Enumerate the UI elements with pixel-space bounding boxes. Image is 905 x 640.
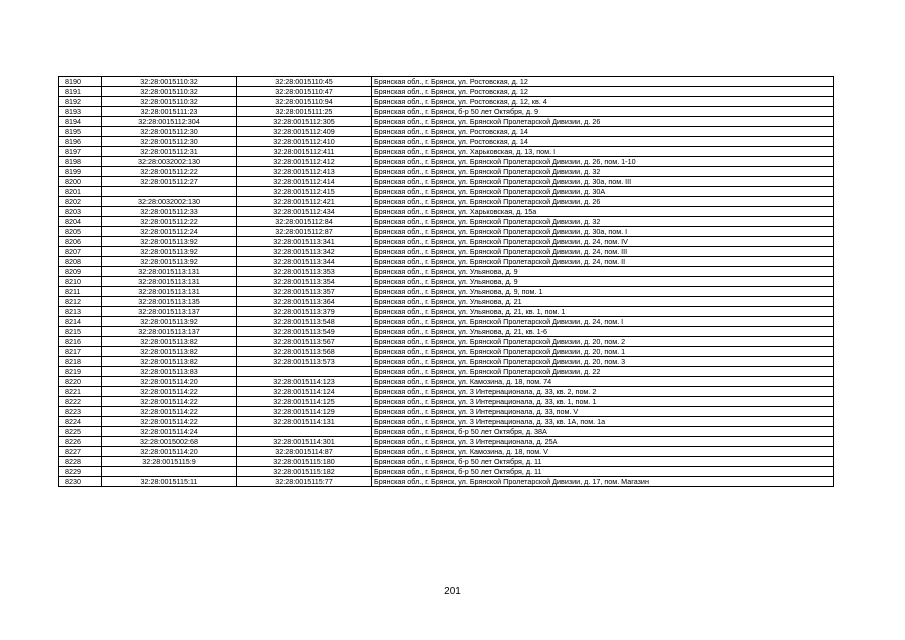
new-cadastral-number-cell: 32:28:0015112:305 [237, 117, 372, 127]
new-cadastral-number-cell: 32:28:0015115:180 [237, 457, 372, 467]
table-row [59, 117, 834, 127]
new-cadastral-number-cell: 32:28:0015113:549 [237, 327, 372, 337]
new-cadastral-number-cell: 32:28:0015113:341 [237, 237, 372, 247]
table-row [59, 337, 834, 347]
row-number-cell: 8206 [59, 237, 102, 247]
row-number-cell: 8203 [59, 207, 102, 217]
address-cell: Брянская обл., г. Брянск, ул. Брянской Пролетарской Дивизии, д. 24, пом. I [372, 317, 834, 327]
old-cadastral-number-cell: 32:28:0015110:32 [102, 77, 237, 87]
new-cadastral-number-cell: 32:28:0015114:125 [237, 397, 372, 407]
table-row [59, 367, 834, 377]
table-row [59, 267, 834, 277]
table-row [59, 77, 834, 87]
row-number-cell: 8217 [59, 347, 102, 357]
row-number-cell: 8229 [59, 467, 102, 477]
old-cadastral-number-cell: 32:28:0015113:137 [102, 327, 237, 337]
address-cell: Брянская обл., г. Брянск, ул. Ростовская, д. 14 [372, 127, 834, 137]
table-row [59, 87, 834, 97]
address-cell: Брянская обл., г. Брянск, ул. 3 Интернационала, д. 33, пом. V [372, 407, 834, 417]
row-number-cell: 8193 [59, 107, 102, 117]
row-number-cell: 8196 [59, 137, 102, 147]
new-cadastral-number-cell: 32:28:0015110:94 [237, 97, 372, 107]
table-row [59, 137, 834, 147]
address-cell: Брянская обл., г. Брянск, ул. Ульянова, д. 21, кв. 1, пом. 1 [372, 307, 834, 317]
new-cadastral-number-cell: 32:28:0015114:129 [237, 407, 372, 417]
new-cadastral-number-cell: 32:28:0015114:131 [237, 417, 372, 427]
old-cadastral-number-cell: 32:28:0015114:22 [102, 407, 237, 417]
old-cadastral-number-cell: 32:28:0015113:92 [102, 247, 237, 257]
address-cell: Брянская обл., г. Брянск, ул. 3 Интернационала, д. 33, кв. 1, пом. 1 [372, 397, 834, 407]
address-cell: Брянская обл., г. Брянск, ул. Брянской Пролетарской Дивизии, д. 30А [372, 187, 834, 197]
new-cadastral-number-cell: 32:28:0015114:123 [237, 377, 372, 387]
table-row [59, 147, 834, 157]
address-cell: Брянская обл., г. Брянск, ул. Брянской Пролетарской Дивизии, д. 20, пом. 2 [372, 337, 834, 347]
row-number-cell: 8208 [59, 257, 102, 267]
address-cell: Брянская обл., г. Брянск, ул. Брянской Пролетарской Дивизии, д. 26 [372, 117, 834, 127]
row-number-cell: 8221 [59, 387, 102, 397]
address-cell: Брянская обл., г. Брянск, ул. Брянской Пролетарской Дивизии, д. 22 [372, 367, 834, 377]
table-row [59, 257, 834, 267]
address-cell: Брянская обл., г. Брянск, ул. Брянской Пролетарской Дивизии, д. 20, пом. 1 [372, 347, 834, 357]
row-number-cell: 8213 [59, 307, 102, 317]
old-cadastral-number-cell: 32:28:0015114:22 [102, 417, 237, 427]
row-number-cell: 8212 [59, 297, 102, 307]
address-cell: Брянская обл., г. Брянск, б-р 50 лет Октября, д. 11 [372, 457, 834, 467]
new-cadastral-number-cell: 32:28:0015111:25 [237, 107, 372, 117]
address-cell: Брянская обл., г. Брянск, ул. Харьковская, д. 13, пом. I [372, 147, 834, 157]
old-cadastral-number-cell: 32:28:0015113:135 [102, 297, 237, 307]
new-cadastral-number-cell: 32:28:0015112:410 [237, 137, 372, 147]
new-cadastral-number-cell: 32:28:0015112:87 [237, 227, 372, 237]
address-cell: Брянская обл., г. Брянск, ул. Камозина, д. 18, пом. 74 [372, 377, 834, 387]
row-number-cell: 8207 [59, 247, 102, 257]
new-cadastral-number-cell: 32:28:0015112:434 [237, 207, 372, 217]
table-row [59, 387, 834, 397]
old-cadastral-number-cell: 32:28:0015114:20 [102, 447, 237, 457]
old-cadastral-number-cell: 32:28:0015114:22 [102, 397, 237, 407]
table-row [59, 347, 834, 357]
address-cell: Брянская обл., г. Брянск, ул. Брянской Пролетарской Дивизии, д. 24, пом. IV [372, 237, 834, 247]
row-number-cell: 8204 [59, 217, 102, 227]
table-row [59, 427, 834, 437]
old-cadastral-number-cell: 32:28:0015115:9 [102, 457, 237, 467]
new-cadastral-number-cell: 32:28:0015110:47 [237, 87, 372, 97]
old-cadastral-number-cell [102, 467, 237, 477]
old-cadastral-number-cell: 32:28:0015115:11 [102, 477, 237, 487]
table-row [59, 217, 834, 227]
table-row [59, 357, 834, 367]
address-cell: Брянская обл., г. Брянск, б-р 50 лет Октября, д. 38А [372, 427, 834, 437]
address-cell: Брянская обл., г. Брянск, ул. Брянской Пролетарской Дивизии, д. 17, пом. Магазин [372, 477, 834, 487]
new-cadastral-number-cell: 32:28:0015114:87 [237, 447, 372, 457]
table-row [59, 167, 834, 177]
table-row [59, 407, 834, 417]
row-number-cell: 8190 [59, 77, 102, 87]
old-cadastral-number-cell: 32:28:0015113:83 [102, 367, 237, 377]
old-cadastral-number-cell: 32:28:0015112:30 [102, 137, 237, 147]
row-number-cell: 8191 [59, 87, 102, 97]
address-cell: Брянская обл., г. Брянск, ул. Брянской Пролетарской Дивизии, д. 30а, пом. I [372, 227, 834, 237]
old-cadastral-number-cell: 32:28:0015112:304 [102, 117, 237, 127]
row-number-cell: 8200 [59, 177, 102, 187]
row-number-cell: 8222 [59, 397, 102, 407]
address-cell: Брянская обл., г. Брянск, ул. Ростовская, д. 14 [372, 137, 834, 147]
row-number-cell: 8202 [59, 197, 102, 207]
table-row [59, 197, 834, 207]
row-number-cell: 8197 [59, 147, 102, 157]
table-row [59, 457, 834, 467]
table-row [59, 127, 834, 137]
old-cadastral-number-cell: 32:28:0015114:22 [102, 387, 237, 397]
address-cell: Брянская обл., г. Брянск, ул. Брянской Пролетарской Дивизии, д. 32 [372, 217, 834, 227]
new-cadastral-number-cell: 32:28:0015112:414 [237, 177, 372, 187]
old-cadastral-number-cell: 32:28:0015113:131 [102, 267, 237, 277]
address-cell: Брянская обл., г. Брянск, ул. Ульянова, д. 9 [372, 277, 834, 287]
table-row [59, 297, 834, 307]
new-cadastral-number-cell: 32:28:0015113:567 [237, 337, 372, 347]
new-cadastral-number-cell: 32:28:0015113:364 [237, 297, 372, 307]
row-number-cell: 8201 [59, 187, 102, 197]
address-cell: Брянская обл., г. Брянск, ул. Брянской Пролетарской Дивизии, д. 26 [372, 197, 834, 207]
new-cadastral-number-cell: 32:28:0015113:342 [237, 247, 372, 257]
row-number-cell: 8216 [59, 337, 102, 347]
row-number-cell: 8230 [59, 477, 102, 487]
old-cadastral-number-cell: 32:28:0015113:131 [102, 277, 237, 287]
row-number-cell: 8227 [59, 447, 102, 457]
old-cadastral-number-cell: 32:28:0015112:24 [102, 227, 237, 237]
new-cadastral-number-cell: 32:28:0015112:413 [237, 167, 372, 177]
table-row [59, 327, 834, 337]
old-cadastral-number-cell: 32:28:0015112:31 [102, 147, 237, 157]
new-cadastral-number-cell: 32:28:0015112:412 [237, 157, 372, 167]
row-number-cell: 8224 [59, 417, 102, 427]
row-number-cell: 8228 [59, 457, 102, 467]
new-cadastral-number-cell: 32:28:0015113:379 [237, 307, 372, 317]
old-cadastral-number-cell: 32:28:0015113:92 [102, 237, 237, 247]
table-row [59, 97, 834, 107]
table-row [59, 237, 834, 247]
old-cadastral-number-cell: 32:28:0015113:82 [102, 357, 237, 367]
address-cell: Брянская обл., г. Брянск, ул. Ульянова, д. 9 [372, 267, 834, 277]
new-cadastral-number-cell: 32:28:0015113:573 [237, 357, 372, 367]
address-cell: Брянская обл., г. Брянск, ул. Ульянова, д. 21, кв. 1-6 [372, 327, 834, 337]
address-cell: Брянская обл., г. Брянск, ул. 3 Интернационала, д. 25А [372, 437, 834, 447]
table-row [59, 287, 834, 297]
table-row [59, 187, 834, 197]
row-number-cell: 8195 [59, 127, 102, 137]
row-number-cell: 8210 [59, 277, 102, 287]
old-cadastral-number-cell: 32:28:0015114:20 [102, 377, 237, 387]
table-row [59, 107, 834, 117]
address-cell: Брянская обл., г. Брянск, ул. Харьковская, д. 15а [372, 207, 834, 217]
row-number-cell: 8219 [59, 367, 102, 377]
address-cell: Брянская обл., г. Брянск, ул. Ульянова, д. 9, пом. 1 [372, 287, 834, 297]
old-cadastral-number-cell: 32:28:0015113:137 [102, 307, 237, 317]
new-cadastral-number-cell: 32:28:0015113:353 [237, 267, 372, 277]
row-number-cell: 8220 [59, 377, 102, 387]
old-cadastral-number-cell: 32:28:0015113:82 [102, 347, 237, 357]
old-cadastral-number-cell: 32:28:0015112:33 [102, 207, 237, 217]
new-cadastral-number-cell: 32:28:0015113:568 [237, 347, 372, 357]
new-cadastral-number-cell: 32:28:0015115:182 [237, 467, 372, 477]
table-row [59, 467, 834, 477]
row-number-cell: 8215 [59, 327, 102, 337]
old-cadastral-number-cell: 32:28:0015113:92 [102, 317, 237, 327]
cadastral-table-wrapper [58, 76, 834, 487]
row-number-cell: 8209 [59, 267, 102, 277]
row-number-cell: 8194 [59, 117, 102, 127]
address-cell: Брянская обл., г. Брянск, ул. Камозина, д. 18, пом. V [372, 447, 834, 457]
row-number-cell: 8199 [59, 167, 102, 177]
old-cadastral-number-cell: 32:28:0015110:32 [102, 97, 237, 107]
new-cadastral-number-cell: 32:28:0015110:45 [237, 77, 372, 87]
address-cell: Брянская обл., г. Брянск, ул. Брянской Пролетарской Дивизии, д. 30а, пом. III [372, 177, 834, 187]
page-number: 201 [444, 586, 461, 597]
new-cadastral-number-cell: 32:28:0015114:124 [237, 387, 372, 397]
old-cadastral-number-cell: 32:28:0015112:27 [102, 177, 237, 187]
table-row [59, 477, 834, 487]
old-cadastral-number-cell: 32:28:0015112:30 [102, 127, 237, 137]
new-cadastral-number-cell: 32:28:0015113:354 [237, 277, 372, 287]
old-cadastral-number-cell: 32:28:0015113:92 [102, 257, 237, 267]
new-cadastral-number-cell [237, 427, 372, 437]
old-cadastral-number-cell: 32:28:0015112:22 [102, 167, 237, 177]
old-cadastral-number-cell: 32:28:0015113:82 [102, 337, 237, 347]
address-cell: Брянская обл., г. Брянск, ул. Брянской Пролетарской Дивизии, д. 20, пом. 3 [372, 357, 834, 367]
address-cell: Брянская обл., г. Брянск, ул. Ульянова, д. 21 [372, 297, 834, 307]
new-cadastral-number-cell: 32:28:0015113:357 [237, 287, 372, 297]
table-row [59, 417, 834, 427]
new-cadastral-number-cell: 32:28:0015115:77 [237, 477, 372, 487]
old-cadastral-number-cell: 32:28:0015114:24 [102, 427, 237, 437]
row-number-cell: 8226 [59, 437, 102, 447]
address-cell: Брянская обл., г. Брянск, б-р 50 лет Октября, д. 9 [372, 107, 834, 117]
row-number-cell: 8214 [59, 317, 102, 327]
table-row [59, 307, 834, 317]
cadastral-table [58, 76, 834, 487]
new-cadastral-number-cell: 32:28:0015112:409 [237, 127, 372, 137]
old-cadastral-number-cell: 32:28:0015112:22 [102, 217, 237, 227]
address-cell: Брянская обл., г. Брянск, ул. Ростовская, д. 12 [372, 87, 834, 97]
old-cadastral-number-cell: 32:28:0015113:131 [102, 287, 237, 297]
address-cell: Брянская обл., г. Брянск, ул. 3 Интернационала, д. 33, кв. 2, пом. 2 [372, 387, 834, 397]
row-number-cell: 8211 [59, 287, 102, 297]
address-cell: Брянская обл., г. Брянск, ул. Брянской Пролетарской Дивизии, д. 24, пом. III [372, 247, 834, 257]
address-cell: Брянская обл., г. Брянск, б-р 50 лет Октября, д. 11 [372, 467, 834, 477]
new-cadastral-number-cell: 32:28:0015113:548 [237, 317, 372, 327]
row-number-cell: 8218 [59, 357, 102, 367]
table-row [59, 177, 834, 187]
old-cadastral-number-cell: 32:28:0015111:23 [102, 107, 237, 117]
new-cadastral-number-cell: 32:28:0015113:344 [237, 257, 372, 267]
address-cell: Брянская обл., г. Брянск, ул. Ростовская, д. 12 [372, 77, 834, 87]
old-cadastral-number-cell: 32:28:0015110:32 [102, 87, 237, 97]
table-row [59, 157, 834, 167]
table-row [59, 277, 834, 287]
row-number-cell: 8192 [59, 97, 102, 107]
row-number-cell: 8225 [59, 427, 102, 437]
table-row [59, 207, 834, 217]
new-cadastral-number-cell [237, 367, 372, 377]
table-body [59, 77, 834, 487]
row-number-cell: 8223 [59, 407, 102, 417]
old-cadastral-number-cell: 32:28:0015002:68 [102, 437, 237, 447]
address-cell: Брянская обл., г. Брянск, ул. Брянской Пролетарской Дивизии, д. 32 [372, 167, 834, 177]
address-cell: Брянская обл., г. Брянск, ул. Ростовская, д. 12, кв. 4 [372, 97, 834, 107]
table-row [59, 317, 834, 327]
new-cadastral-number-cell: 32:28:0015112:421 [237, 197, 372, 207]
new-cadastral-number-cell: 32:28:0015112:84 [237, 217, 372, 227]
old-cadastral-number-cell [102, 187, 237, 197]
table-row [59, 227, 834, 237]
address-cell: Брянская обл., г. Брянск, ул. 3 Интернационала, д. 33, кв. 1А, пом. 1а [372, 417, 834, 427]
row-number-cell: 8198 [59, 157, 102, 167]
old-cadastral-number-cell: 32:28:0032002:130 [102, 157, 237, 167]
table-row [59, 437, 834, 447]
new-cadastral-number-cell: 32:28:0015114:301 [237, 437, 372, 447]
table-row [59, 247, 834, 257]
table-row [59, 447, 834, 457]
new-cadastral-number-cell: 32:28:0015112:415 [237, 187, 372, 197]
row-number-cell: 8205 [59, 227, 102, 237]
table-row [59, 397, 834, 407]
table-row [59, 377, 834, 387]
new-cadastral-number-cell: 32:28:0015112:411 [237, 147, 372, 157]
address-cell: Брянская обл., г. Брянск, ул. Брянской Пролетарской Дивизии, д. 26, пом. 1-10 [372, 157, 834, 167]
old-cadastral-number-cell: 32:28:0032002:130 [102, 197, 237, 207]
address-cell: Брянская обл., г. Брянск, ул. Брянской Пролетарской Дивизии, д. 24, пом. II [372, 257, 834, 267]
